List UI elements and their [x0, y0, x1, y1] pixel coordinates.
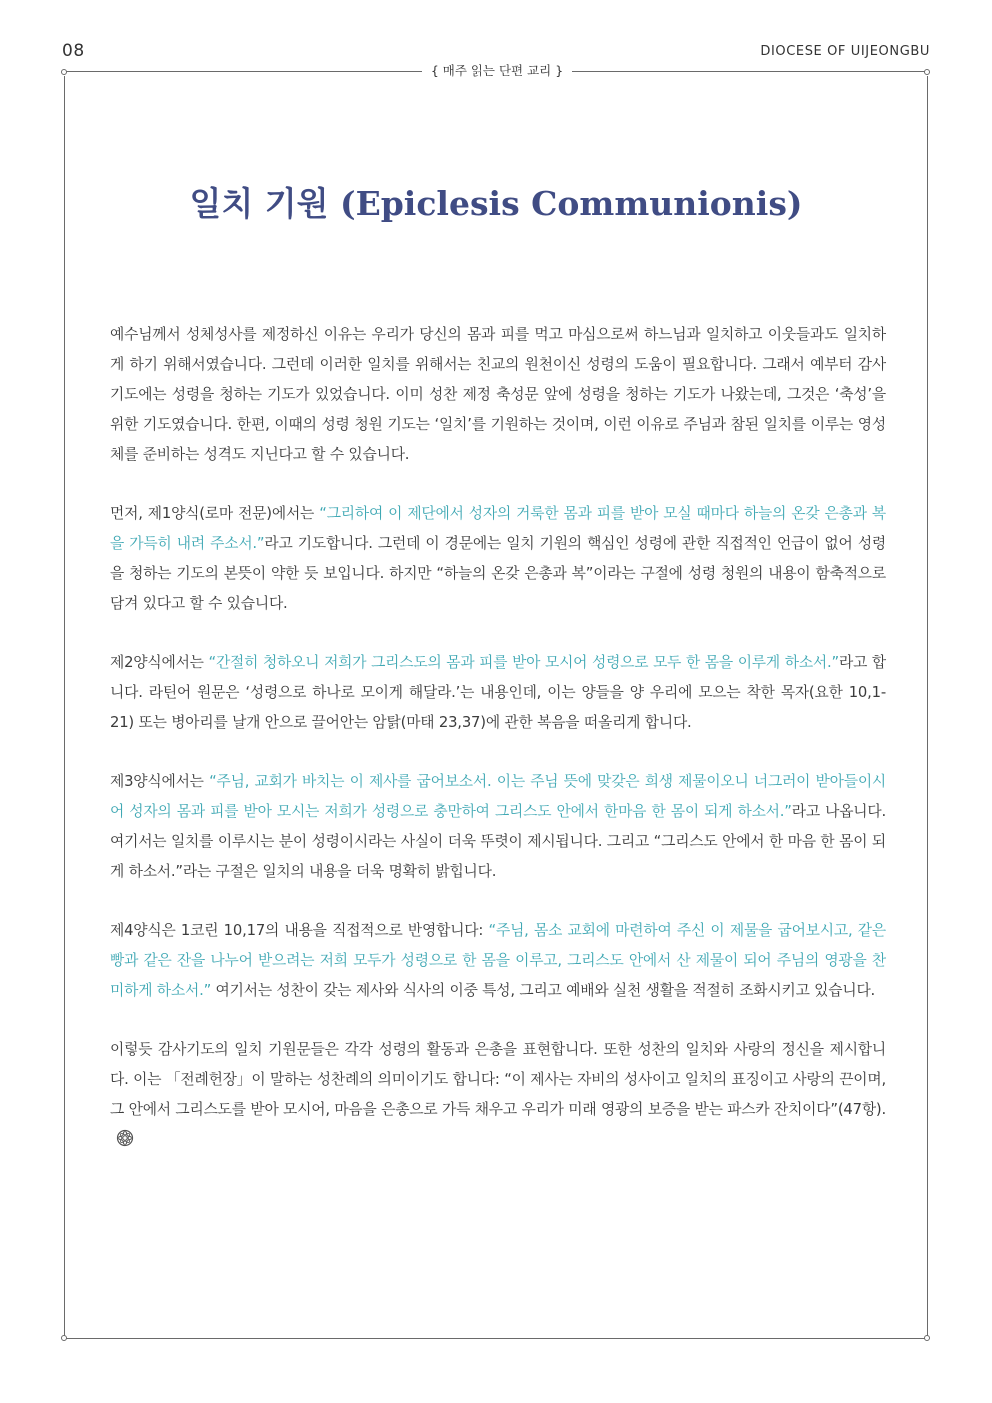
paragraph-text: 이렇듯 감사기도의 일치 기원문들은 각각 성령의 활동과 은총을 표현합니다. 또한 성찬의 일치와 사랑의 정신을 제시합니다. 이는 「전례헌장」이 말하는 성찬례의 의미이기도 합니다: “이 제사는 자비의 성사이고 일치의 표징이고 사랑의 끈이며, 그 안에서 그리스도를 받아 모시어, 마음을 은총으로 가득 채우고 우리가 미래 영광의 보증을 받는 파스카 잔치이다”(47항).	[110, 1041, 887, 1118]
series-label: { 매주 읽는 단편 교리 }	[422, 61, 572, 79]
paragraph-tail: 라고 합니다. 라틴어 원문은 ‘성령으로 하나로 모이게 해달라.’는 내용인데, 이는 양들을 양 우리에 모으는 착한 목자(요한 10,1-21) 또는 병아리를 날개 안으로 끌어안는 암탉(마태 23,37)에 관한 복음을 떠올리게 합니다.	[110, 654, 886, 731]
end-mark-icon	[116, 1128, 134, 1158]
frame-corner-dot	[61, 1335, 67, 1341]
paragraph-form-2	[110, 648, 886, 738]
frame-corner-dot	[61, 69, 67, 75]
paragraph-form-3	[110, 767, 886, 887]
paragraph-tail: 여기서는 성찬이 갖는 제사와 식사의 이중 특성, 그리고 예배와 실천 생활을 적절히 조화시키고 있습니다.	[211, 982, 876, 999]
article-title: 일치 기원 (Epiclesis Communionis)	[189, 184, 803, 223]
prayer-quote: “간절히 청하오니 저희가 그리스도의 몸과 피를 받아 모시어 성령으로 모두 한 몸을 이루게 하소서.”	[208, 654, 839, 671]
paragraph-form-1	[110, 499, 886, 619]
frame-left-line	[64, 76, 65, 1339]
frame-corner-dot	[924, 1335, 930, 1341]
paragraph-conclusion	[110, 1035, 886, 1158]
paragraph-form-4	[110, 916, 886, 1006]
paragraph-lead: 제4양식은 1코린 10,17의 내용을 직접적으로 반영합니다:	[110, 922, 489, 939]
paragraph-lead: 제3양식에서는	[110, 773, 210, 790]
page-number: 08	[62, 41, 85, 61]
prayer-quote: “그리하여 이 제단에서 성자의 거룩한 몸과 피를 받아 모실 때마다 하늘의 온갖 은총과 복을 가득히 내려 주소서.”	[110, 505, 886, 552]
article-body	[110, 320, 886, 1187]
frame-corner-dot	[924, 69, 930, 75]
paragraph-intro: 예수님께서 성체성사를 제정하신 이유는 우리가 당신의 몸과 피를 먹고 마심으로써 하느님과 일치하고 이웃들과도 일치하게 하기 위해서였습니다. 그런데 이러한 일치를 위해서는 친교의 원천이신 성령의 도움이 필요합니다. 그래서 예부터 감사기도에는 성령을 청하는 기도가 있었습니다. 이미 성찬 제정 축성문 앞에 성령을 청하는 기도가 나왔는데, 그것은 ‘축성’을 위한 기도였습니다. 한편, 이때의 성령 청원 기도는 ‘일치’를 기원하는 것이며, 이런 이유로 주님과 참된 일치를 이루는 영성체를 준비하는 성격도 지닌다고 할 수 있습니다.	[110, 326, 886, 463]
paragraph-lead: 먼저, 제1양식(로마 전문)에서는	[110, 505, 320, 522]
paragraph-lead: 제2양식에서는	[110, 654, 209, 671]
prayer-quote: “주님, 몸소 교회에 마련하여 주신 이 제물을 굽어보시고, 같은 빵과 같은 잔을 나누어 받으려는 저희 모두가 성령으로 한 몸을 이루고, 그리스도 안에서 산 제물이 되어 주님의 영광을 찬미하게 하소서.”	[110, 922, 886, 999]
prayer-quote: “주님, 교회가 바치는 이 제사를 굽어보소서. 이는 주님 뜻에 맞갖은 희생 제물이오니 너그러이 받아들이시어 성자의 몸과 피를 받아 모시는 저희가 성령으로 충만하여 그리스도 안에서 한마음 한 몸이 되게 하소서.”	[110, 773, 887, 820]
paragraph-tail: 라고 나옵니다. 여기서는 일치를 이루시는 분이 성령이시라는 사실이 더욱 뚜렷이 제시됩니다. 그리고 “그리스도 안에서 한 마음 한 몸이 되게 하소서.”라는 구절은 일치의 내용을 더욱 명확히 밝힙니다.	[110, 803, 886, 880]
frame-right-line	[927, 76, 928, 1339]
paragraph-tail: 라고 기도합니다. 그런데 이 경문에는 일치 기원의 핵심인 성령에 관한 직접적인 언급이 없어 성령을 청하는 기도의 본뜻이 약한 듯 보입니다. 하지만 “하늘의 온갖 은총과 복”이라는 구절에 성령 청원의 내용이 함축적으로 담겨 있다고 할 수 있습니다.	[110, 535, 887, 612]
frame-bottom-line	[65, 1338, 927, 1339]
diocese-name: DIOCESE OF UIJEONGBU	[760, 44, 930, 59]
